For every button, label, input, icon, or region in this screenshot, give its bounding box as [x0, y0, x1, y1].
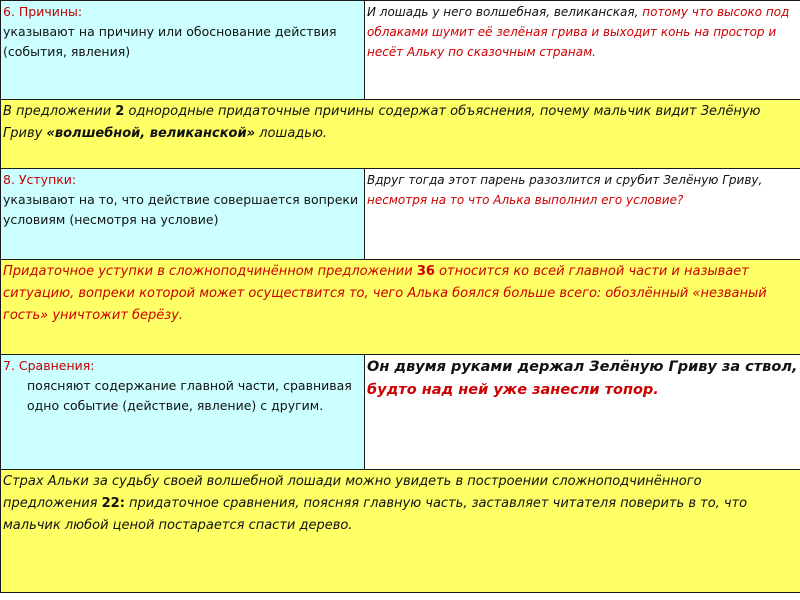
cause-note-quote: «волшебной, великанской»: [46, 126, 256, 141]
row-comparison: [1, 355, 800, 470]
row-cause-note: [1, 100, 800, 169]
row-concession: [1, 169, 800, 260]
cause-note-cell: [1, 100, 800, 169]
cause-example-main: И лошадь у него волшебная, великанская,: [367, 5, 643, 19]
concession-description: указывают на то, что действие совершается вопреки условиям (несмотря на условие): [3, 192, 359, 227]
concession-example-main: Вдруг тогда этот парень разозлится и срубит Зелёную Гриву,: [367, 173, 763, 187]
concession-label-cell: [1, 169, 365, 260]
concession-example-clause: несмотря на то что Алька выполнил его условие?: [367, 193, 684, 207]
row-concession-note: [1, 260, 800, 355]
cause-description: указывают на причину или обоснование действия (события, явления): [3, 24, 337, 59]
comparison-description: поясняют содержание главной части, сравнивая одно событие (действие, явление) с другим.: [27, 378, 352, 413]
comparison-note-number: 22:: [101, 496, 125, 511]
concession-note-number: 36: [416, 264, 435, 279]
comparison-heading: 7. Сравнения:: [3, 358, 95, 373]
comparison-example-main: Он двумя руками держал Зелёную Гриву за ствол,: [367, 359, 798, 375]
cause-example-cell: [365, 1, 800, 100]
comparison-example-cell: [365, 355, 800, 470]
comparison-note-suffix: придаточное сравнения, поясняя главную часть, заставляет читателя поверить в то, что мальчик любой ценой постарается спасти дерево.: [3, 496, 748, 533]
concession-heading: 8. Уступки:: [3, 172, 77, 187]
row-comparison-note: [1, 470, 800, 593]
concession-note-cell: [1, 260, 800, 355]
cause-label-cell: [1, 1, 365, 100]
cause-note-prefix: В предложении: [3, 104, 116, 119]
row-cause: [1, 1, 800, 100]
comparison-note-prefix: Страх Альки за судьбу своей волшебной лошади можно увидеть в построении сложноподчинённого предложения: [3, 474, 702, 511]
concession-note-prefix: Придаточное уступки в сложноподчинённом предложении: [3, 264, 417, 279]
concession-note-suffix: относится ко всей главной части и называет ситуацию, вопреки которой может осуществится то, чего Алька боялся больше всего: обозлённый «незваный гость» уничтожит берёзу.: [3, 264, 767, 323]
cause-example-clause: потому что высоко под облаками шумит её зелёная грива и выходит конь на простор и несёт Альку по сказочным странам.: [367, 5, 790, 59]
cause-note-suffix: лошадью.: [255, 126, 328, 141]
cause-note-middle: однородные придаточные причины содержат объяснения, почему мальчик видит Зелёную Гриву: [3, 104, 761, 141]
concession-example-cell: [365, 169, 800, 260]
cause-note-number: 2: [115, 104, 125, 119]
comparison-description-wrap: [3, 376, 362, 416]
comparison-example-clause: будто над ней уже занесли топор.: [367, 382, 659, 398]
comparison-note-cell: [1, 470, 800, 593]
comparison-label-cell: [1, 355, 365, 470]
cause-heading: 6. Причины:: [3, 4, 83, 19]
